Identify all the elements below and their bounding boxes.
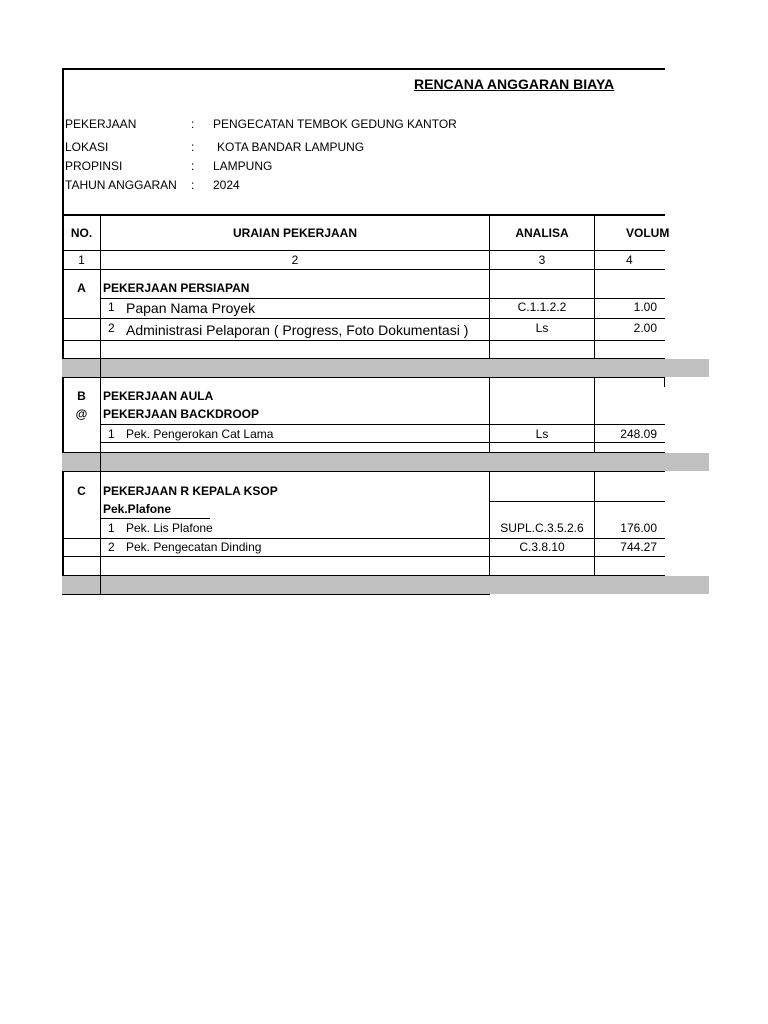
info-sep-lokasi: :	[191, 140, 195, 154]
col-line-analisa	[594, 377, 595, 453]
item-desc: Pek. Lis Plafone	[126, 521, 213, 535]
info-sep-tahun: :	[191, 178, 195, 192]
item-desc: Pek. Pengerokan Cat Lama	[126, 427, 274, 441]
header-uraian: URAIAN PEKERJAAN	[232, 226, 357, 240]
item-desc: Administrasi Pelaporan ( Progress, Foto Dokumentasi )	[126, 322, 469, 338]
subtotal-band-a	[62, 359, 709, 377]
info-value-propinsi: LAMPUNG	[213, 159, 273, 173]
row-line	[62, 377, 665, 378]
item-no: 1	[108, 521, 115, 535]
row-line	[100, 424, 665, 425]
header-bottom-line	[62, 250, 665, 251]
header-no: NO.	[70, 226, 93, 240]
subtotal-band-b	[62, 453, 709, 471]
info-label-tahun: TAHUN ANGGARAN	[65, 178, 177, 192]
row-line	[490, 501, 665, 502]
section-letter: B	[77, 389, 86, 403]
row-line	[62, 318, 665, 319]
item-no: 1	[108, 300, 115, 314]
left-border	[62, 68, 64, 595]
col-line-no	[100, 215, 101, 595]
item-volume: 176.00	[620, 521, 657, 535]
info-label-lokasi: LOKASI	[65, 140, 109, 154]
info-value-pekerjaan: PENGECATAN TEMBOK GEDUNG KANTOR	[213, 117, 457, 131]
row-line	[62, 538, 665, 539]
item-analisa: SUPL.C.3.5.2.6	[500, 521, 584, 535]
row-line	[62, 471, 665, 472]
col-line-volume-stub	[664, 377, 665, 387]
row-line	[62, 556, 665, 557]
colnum-volume: 4	[626, 253, 633, 267]
section-title: PEKERJAAN R KEPALA KSOP	[103, 484, 278, 498]
row-line	[100, 298, 665, 299]
info-sep-pekerjaan: :	[191, 117, 195, 131]
item-no: 1	[108, 427, 115, 441]
col-line-analisa	[594, 215, 595, 359]
item-analisa: C.1.1.2.2	[517, 300, 567, 314]
info-value-tahun: 2024	[213, 178, 240, 192]
table-bottom-line	[62, 594, 490, 595]
item-no: 2	[108, 321, 115, 335]
item-desc: Pek. Pengecatan Dinding	[126, 540, 262, 554]
section-subtitle: PEKERJAAN BACKDROOP	[103, 407, 260, 421]
item-no: 2	[108, 540, 115, 554]
table-top-line	[62, 214, 665, 216]
item-volume: 1.00	[633, 300, 657, 314]
info-label-propinsi: PROPINSI	[65, 159, 123, 173]
info-label-pekerjaan: PEKERJAAN	[65, 117, 137, 131]
item-analisa: Ls	[535, 321, 549, 335]
row-line	[100, 442, 665, 443]
header-analisa: ANALISA	[515, 226, 569, 240]
row-line	[100, 518, 210, 519]
colnum-uraian: 2	[291, 253, 299, 267]
colnum-analisa: 3	[538, 253, 546, 267]
document-title: RENCANA ANGGARAN BIAYA	[414, 76, 615, 92]
top-border	[62, 68, 665, 70]
row-line	[62, 340, 665, 341]
header-volume: VOLUM	[626, 226, 670, 240]
item-volume: 744.27	[620, 540, 657, 554]
section-title: PEKERJAAN AULA	[103, 389, 214, 403]
subtotal-band-c	[62, 576, 709, 594]
section-subtitle: Pek.Plafone	[103, 502, 172, 516]
item-volume: 248.09	[620, 427, 657, 441]
item-volume: 2.00	[633, 321, 657, 335]
item-desc: Papan Nama Proyek	[126, 300, 256, 316]
colnum-no: 1	[78, 253, 85, 267]
item-analisa: C.3.8.10	[519, 540, 565, 554]
colnum-bottom-line	[62, 269, 665, 270]
info-value-lokasi: KOTA BANDAR LAMPUNG	[217, 140, 365, 154]
section-letter: A	[77, 281, 86, 295]
section-marker: @	[75, 407, 88, 421]
col-line-uraian	[489, 377, 490, 453]
section-letter: C	[77, 484, 86, 498]
item-analisa: Ls	[535, 427, 549, 441]
info-sep-propinsi: :	[191, 159, 195, 173]
section-title: PEKERJAAN PERSIAPAN	[103, 281, 250, 295]
